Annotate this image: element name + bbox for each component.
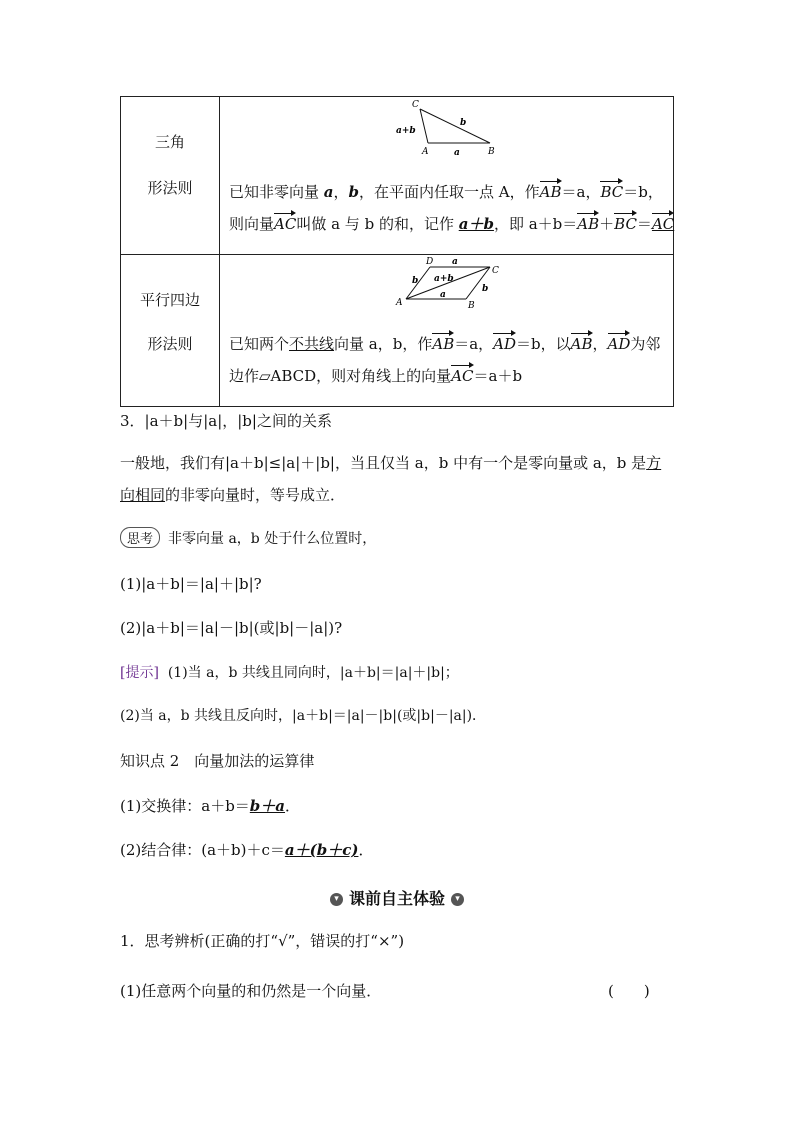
triangle-rule-text-2: 则向量AC叫做 a 与 b 的和，记作 a＋b，即 a＋b＝AB＋BC＝AC: [229, 215, 675, 233]
parallelogram-rule-label-1: 平行四边: [139, 291, 200, 309]
section3-heading: 3．|a＋b|与|a|，|b|之间的关系: [120, 412, 332, 430]
hint-line2: (2)当 a，b 共线且反向时，|a＋b|＝|a|－|b|(或|b|－|a|)．: [120, 708, 487, 724]
answer-paren[interactable]: ( ): [608, 982, 650, 1000]
triangle-rule-label-2: 形法则: [147, 179, 193, 197]
chevron-down-icon: ▾: [330, 893, 343, 906]
think-tag: 思考: [120, 527, 160, 548]
para-label-a-bottom: a: [440, 290, 446, 300]
kp2-law1: (1)交换律：a＋b＝b＋a．: [120, 797, 301, 815]
para-label-A: A: [396, 298, 403, 308]
tri-label-ab: a+b: [396, 126, 416, 136]
preclass-heading: ▾ 课前自主体验 ▾: [0, 886, 794, 909]
para-label-D: D: [426, 257, 434, 267]
para-label-ab: a+b: [434, 274, 454, 284]
hint-tag: [提示]: [120, 665, 159, 681]
think-q2: (2)|a＋b|＝|a|－|b|(或|b|－|a|)?: [120, 619, 343, 637]
hint-line1: [提示] (1)当 a，b 共线且同向时，|a＋b|＝|a|＋|b|；: [120, 665, 459, 681]
para-label-b-right: b: [482, 284, 489, 294]
para-label-B: B: [468, 301, 475, 311]
parallelogram-diagram: [392, 255, 512, 313]
triangle-rule-body-cell: [220, 97, 674, 255]
para-label-a-top: a: [452, 257, 458, 267]
section3-paragraph-line2: 向相同的非零向量时，等号成立．: [120, 486, 346, 504]
para-label-C: C: [492, 266, 499, 276]
triangle-rule-label-cell: [121, 97, 220, 255]
parallelogram-rule-body-cell: [220, 255, 674, 407]
preclass-item1-1: (1)任意两个向量的和仍然是一个向量．: [120, 982, 382, 1000]
parallelogram-rule-label-cell: [121, 255, 220, 407]
triangle-rule-text-1: 已知非零向量 a，b，在平面内任取一点 A，作AB＝a，BC＝b，: [229, 183, 663, 201]
tri-label-C: C: [412, 100, 419, 110]
think-question: 思考 非零向量 a，b 处于什么位置时，: [120, 527, 376, 548]
section3-paragraph-line1: 一般地，我们有|a＋b|≤|a|＋|b|，当且仅当 a，b 中有一个是零向量或 a，b 是方: [120, 454, 662, 472]
kp2-law2: (2)结合律：(a＋b)＋c＝a＋(b＋c)．: [120, 841, 374, 859]
parallelogram-rule-text-1: 已知两个不共线向量 a，b，作AB＝a，AD＝b，以AB，AD为邻: [229, 335, 661, 353]
triangle-diagram: [392, 99, 512, 161]
parallelogram-rule-text-2: 边作▱ABCD，则对角线上的向量AC＝a＋b: [229, 367, 523, 385]
think-q1: (1)|a＋b|＝|a|＋|b|?: [120, 575, 262, 593]
tri-label-a: a: [454, 148, 460, 158]
kp2-heading: 知识点 2 向量加法的运算律: [120, 752, 315, 770]
parallelogram-rule-label-2: 形法则: [147, 335, 193, 353]
para-label-b-left: b: [412, 276, 419, 286]
addition-rules-table: [120, 96, 674, 407]
tri-label-B: B: [488, 147, 495, 157]
preclass-item1: 1．思考辨析(正确的打“√”，错误的打“×”): [120, 932, 405, 950]
tri-label-A: A: [422, 147, 429, 157]
triangle-rule-label-1: 三角: [154, 133, 185, 151]
tri-label-b: b: [460, 118, 467, 128]
chevron-down-icon: ▾: [451, 893, 464, 906]
